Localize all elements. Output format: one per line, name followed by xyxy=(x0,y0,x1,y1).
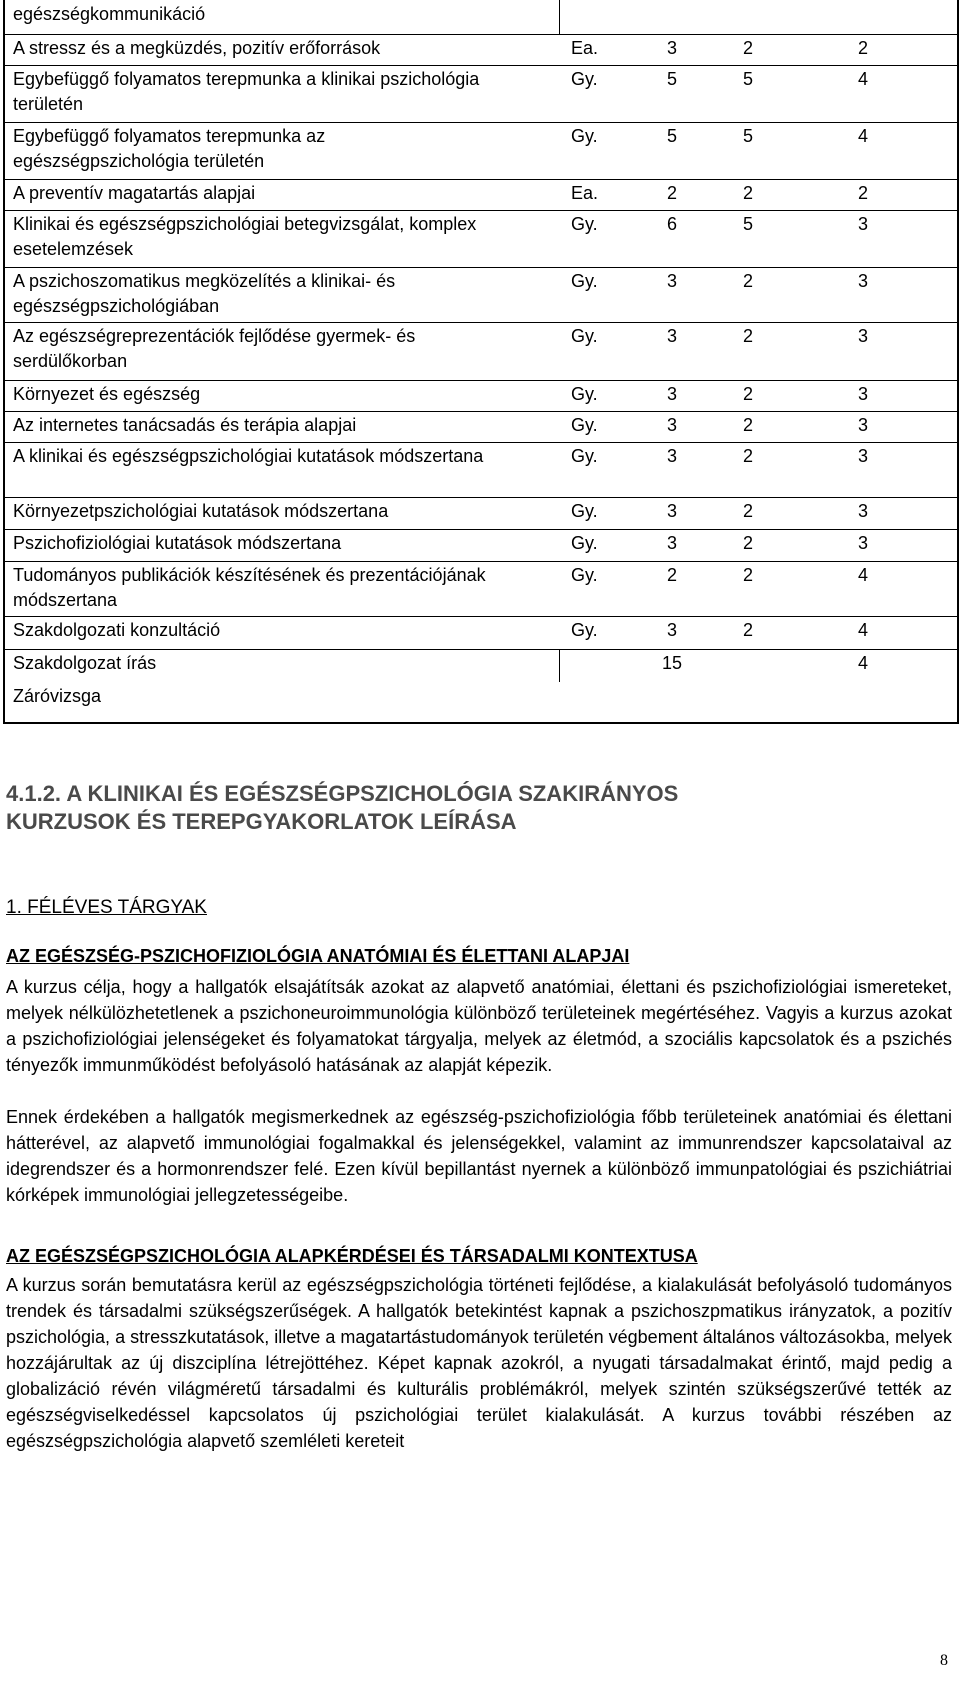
row-divider xyxy=(5,442,957,443)
course-title-egeszsegpszichologia: AZ EGÉSZSÉGPSZICHOLÓGIA ALAPKÉRDÉSEI ÉS TÁRSADALMI KONTEXTUSA xyxy=(6,1246,698,1266)
course-type-cell: Gy. xyxy=(571,271,598,291)
value-cell-2: 5 xyxy=(742,214,753,234)
value-cell-3: 3 xyxy=(857,384,868,404)
value-cell-2: 2 xyxy=(742,533,753,553)
course-name-cell: A klinikai és egészségpszichológiai kutatások módszertana xyxy=(13,446,484,466)
course-type-cell: Gy. xyxy=(571,533,598,553)
course-type-cell: Gy. xyxy=(571,69,598,89)
course-name-cell: Szakdolgozat írás xyxy=(13,653,157,673)
value-cell-3: 4 xyxy=(857,565,868,585)
course-name-cell: Az internetes tanácsadás és terápia alapjai xyxy=(13,415,357,435)
course-name-cell: Egybefüggő folyamatos terepmunka a klinikai pszichológia területén xyxy=(13,69,480,114)
row-divider xyxy=(5,267,957,268)
row-divider xyxy=(5,122,957,123)
value-cell-1: 3 xyxy=(666,326,677,346)
table-row xyxy=(5,682,957,722)
value-cell-2: 2 xyxy=(742,271,753,291)
value-cell-3: 3 xyxy=(857,415,868,435)
table-row xyxy=(5,649,957,682)
row-divider xyxy=(5,34,957,35)
value-cell-2: 2 xyxy=(742,326,753,346)
row-divider xyxy=(5,649,957,650)
course-type-cell: Gy. xyxy=(571,126,598,146)
course2-paragraph1: A kurzus során bemutatásra kerül az egészségpszichológia történeti fejlődése, a kialakulását befolyásoló tudományos trendek és társadalmi szükségszerűségek. A hallgatók betekintést kapnak a pszichoszpmatikus irányzatok, a pozitív pszichológia, a stresszkutatások, illetve a magatartástudományok területén végbement általános változásokba, melyek hozzájárultak az új diszciplína létrejöttéhez. Képet kapnak azokról, a nyugati társadalmakat érintő, majd pedig a globalizáció révén világméretű társadalmi és kulturális problémákról, melyek szintén szükségszerűvé tették az egészségviselkedéssel kapcsolatos új pszichológiai terület kialakulását. A kurzus további részében az egészségpszichológia alapvető szemléleti kereteit xyxy=(6,1275,952,1451)
course-type-cell: Gy. xyxy=(571,384,598,404)
value-cell-3: 3 xyxy=(857,533,868,553)
course1-paragraph1: A kurzus célja, hogy a hallgatók elsajátítsák azokat az alapvető anatómiai, élettani és pszichofiziológiai ismereteket, melyek nélkülözhetetlenek a pszichoneuroimmunológia különböző területeinek megértéséhez. Vagyis a kurzus azokat a pszichofiziológiai jelenségeket és folyamatokat tárgyalja, melyek az életmód, a szociális kapcsolatok és a pszichés tényezők immunműködést befolyásoló hatásának az alapját képezik. xyxy=(6,977,952,1075)
table-row xyxy=(5,380,957,411)
table-row xyxy=(5,322,957,380)
value-cell-3: 3 xyxy=(857,501,868,521)
course-name-cell: Pszichofiziológiai kutatások módszertana xyxy=(13,533,342,553)
row-divider xyxy=(5,411,957,412)
value-cell-2: 2 xyxy=(742,183,753,203)
course-type-cell: Ea. xyxy=(571,183,599,203)
section-heading-line1: 4.1.2. A KLINIKAI ÉS EGÉSZSÉGPSZICHOLÓGIA SZAKIRÁNYOS xyxy=(6,781,679,806)
value-cell-2: 5 xyxy=(742,126,753,146)
value-cell-3: 3 xyxy=(857,446,868,466)
table-row xyxy=(5,561,957,616)
course-title-pszichofiziologia: AZ EGÉSZSÉG-PSZICHOFIZIOLÓGIA ANATÓMIAI ÉS ÉLETTANI ALAPJAI xyxy=(6,946,630,966)
value-cell-2: 5 xyxy=(742,69,753,89)
curriculum-table xyxy=(3,0,959,724)
row-divider xyxy=(5,561,957,562)
course-type-cell: Gy. xyxy=(571,501,598,521)
course-name-cell: Záróvizsga xyxy=(13,686,102,706)
value-cell-1: 2 xyxy=(666,565,677,585)
value-cell-2: 2 xyxy=(742,620,753,640)
row-divider xyxy=(5,210,957,211)
value-cell-1: 15 xyxy=(661,653,683,673)
table-row xyxy=(5,122,957,179)
course-type-cell: Ea. xyxy=(571,38,599,58)
course-type-cell: Gy. xyxy=(571,326,598,346)
value-cell-3: 4 xyxy=(857,126,868,146)
value-cell-3: 2 xyxy=(857,38,868,58)
course-name-cell: A pszichoszomatikus megközelítés a klinikai- és egészségpszichológiában xyxy=(13,271,396,316)
value-cell-3: 3 xyxy=(857,214,868,234)
value-cell-2: 2 xyxy=(742,415,753,435)
value-cell-1: 5 xyxy=(666,126,677,146)
course-type-cell: Gy. xyxy=(571,620,598,640)
table-row xyxy=(5,442,957,497)
course-name-cell: Tudományos publikációk készítésének és prezentációjának módszertana xyxy=(13,565,486,610)
table-row xyxy=(5,497,957,529)
table-row xyxy=(5,529,957,561)
value-cell-2: 2 xyxy=(742,446,753,466)
value-cell-3: 4 xyxy=(857,69,868,89)
table-row xyxy=(5,65,957,122)
row-divider xyxy=(5,529,957,530)
row-divider xyxy=(5,179,957,180)
value-cell-3: 3 xyxy=(857,326,868,346)
semester-title: 1. FÉLÉVES TÁRGYAK xyxy=(6,897,207,918)
value-cell-3: 4 xyxy=(857,653,868,673)
value-cell-1: 3 xyxy=(666,384,677,404)
value-cell-1: 6 xyxy=(666,214,677,234)
course-type-cell: Gy. xyxy=(571,565,598,585)
row-divider xyxy=(5,380,957,381)
course-name-cell: A stressz és a megküzdés, pozitív erőforrások xyxy=(13,38,381,58)
section-heading-line2: KURZUSOK ÉS TEREPGYAKORLATOK LEÍRÁSA xyxy=(6,809,517,834)
table-row xyxy=(5,210,957,267)
value-cell-1: 3 xyxy=(666,446,677,466)
course-name-cell: egészségkommunikáció xyxy=(13,4,206,24)
course-type-cell: Gy. xyxy=(571,415,598,435)
value-cell-3: 2 xyxy=(857,183,868,203)
course-type-cell: Gy. xyxy=(571,214,598,234)
table-row xyxy=(5,267,957,322)
value-cell-2: 2 xyxy=(742,501,753,521)
value-cell-1: 3 xyxy=(666,620,677,640)
row-divider xyxy=(5,497,957,498)
table-row xyxy=(5,616,957,649)
table-row xyxy=(5,411,957,442)
row-divider xyxy=(5,322,957,323)
table-row xyxy=(5,0,957,34)
value-cell-1: 3 xyxy=(666,38,677,58)
row-divider xyxy=(5,65,957,66)
course-name-cell: A preventív magatartás alapjai xyxy=(13,183,256,203)
value-cell-2: 2 xyxy=(742,38,753,58)
value-cell-1: 3 xyxy=(666,415,677,435)
column-divider xyxy=(559,0,560,34)
course-name-cell: Környezetpszichológiai kutatások módszertana xyxy=(13,501,389,521)
column-divider xyxy=(559,649,560,682)
table-row xyxy=(5,34,957,65)
page-number: 8 xyxy=(940,1652,948,1669)
row-divider xyxy=(5,616,957,617)
course-name-cell: Egybefüggő folyamatos terepmunka az egészségpszichológia területén xyxy=(13,126,326,171)
value-cell-1: 3 xyxy=(666,501,677,521)
course-name-cell: Szakdolgozati konzultáció xyxy=(13,620,221,640)
value-cell-1: 3 xyxy=(666,533,677,553)
value-cell-2: 2 xyxy=(742,565,753,585)
value-cell-2: 2 xyxy=(742,384,753,404)
value-cell-1: 5 xyxy=(666,69,677,89)
course-type-cell: Gy. xyxy=(571,446,598,466)
table-row xyxy=(5,179,957,210)
course-name-cell: Környezet és egészség xyxy=(13,384,201,404)
value-cell-3: 4 xyxy=(857,620,868,640)
course-name-cell: Klinikai és egészségpszichológiai betegvizsgálat, komplex esetelemzések xyxy=(13,214,477,259)
value-cell-1: 3 xyxy=(666,271,677,291)
value-cell-1: 2 xyxy=(666,183,677,203)
course-name-cell: Az egészségreprezentációk fejlődése gyermek- és serdülőkorban xyxy=(13,326,416,371)
value-cell-3: 3 xyxy=(857,271,868,291)
course1-paragraph2: Ennek érdekében a hallgatók megismerkednek az egészség-pszichofiziológia főbb területeinek anatómiai és élettani hátterével, az alapvető immunológiai fogalmakkal és jelenségekkel, valamint az immunrendszer kapcsolataival az idegrendszer és a hormonrendszer felé. Ezen kívül bepillantást nyernek a különböző immunpatológiai és pszichiátriai kórképek immunológiai jellegzetességeibe. xyxy=(6,1107,952,1205)
